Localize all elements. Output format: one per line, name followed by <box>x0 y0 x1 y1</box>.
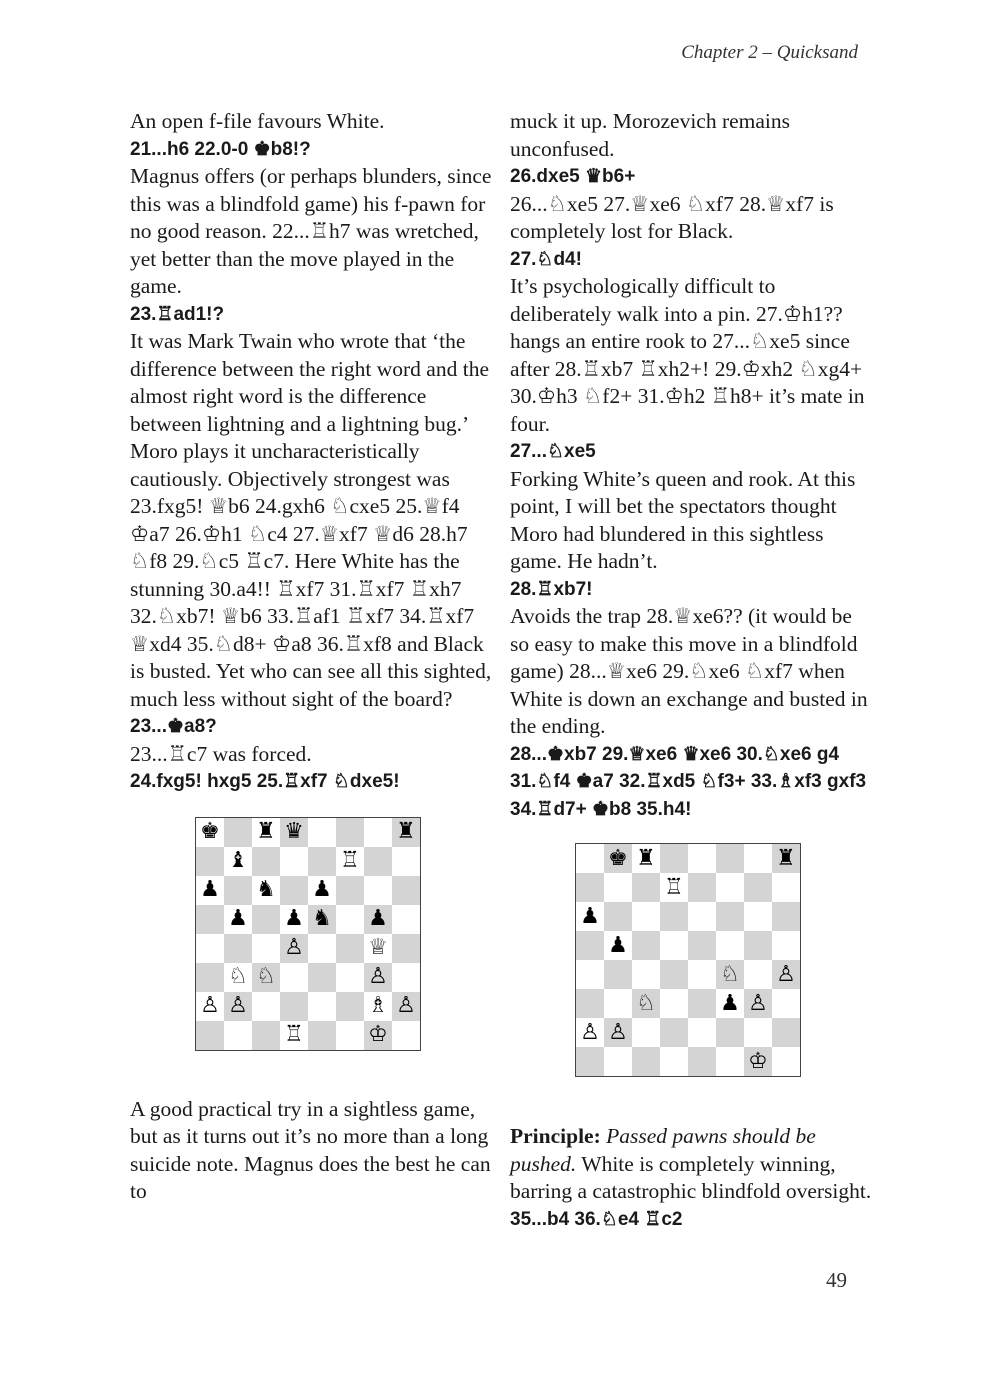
board-square <box>660 1018 688 1047</box>
board-square <box>392 876 420 905</box>
board-square <box>744 844 772 873</box>
board-square <box>716 873 744 902</box>
text-paragraph: A good practical try in a sightless game, but as it turns out it’s no more than a long suicide note. Magnus does the best he can to <box>130 1096 491 1203</box>
board-square <box>604 960 632 989</box>
board-square <box>252 905 280 934</box>
chess-piece: ♙ <box>280 934 308 963</box>
board-square <box>744 902 772 931</box>
board-square <box>392 905 420 934</box>
chess-piece: ♘ <box>632 989 660 1018</box>
principle-label: Principle: <box>510 1124 607 1148</box>
chess-piece: ♔ <box>364 1021 392 1050</box>
chess-piece: ♟ <box>228 906 248 932</box>
board-square <box>224 818 252 847</box>
chess-piece: ♙ <box>604 1018 632 1047</box>
board-square <box>576 989 604 1018</box>
board-square <box>392 963 420 992</box>
board-square <box>744 960 772 989</box>
board-square <box>660 931 688 960</box>
chess-piece: ♜ <box>256 819 276 845</box>
board-square <box>336 905 364 934</box>
move-line: 23.♖ad1!? <box>130 303 225 325</box>
right-column <box>510 108 872 1233</box>
chess-piece: ♔ <box>744 1047 772 1076</box>
text-paragraph: Avoids the trap 28.♕xe6?? (it would be so easy to make this move in a blindfold game) 28...♕xe6 29.♘xe6 ♘xf7 when White is down an exchange and busted in the ending. <box>510 604 868 738</box>
board-square <box>392 847 420 876</box>
chess-piece: ♝ <box>228 848 248 874</box>
board-square <box>196 1021 224 1050</box>
chess-diagram <box>130 796 492 1096</box>
board-square <box>688 931 716 960</box>
board-square <box>308 992 336 1021</box>
board-square <box>604 1047 632 1076</box>
chess-piece: ♟ <box>312 877 332 903</box>
board-square <box>632 902 660 931</box>
text-paragraph: 23...♖c7 was forced. <box>130 741 312 766</box>
chess-piece: ♖ <box>340 848 360 874</box>
chess-piece: ♙ <box>392 992 420 1021</box>
board-square <box>660 844 688 873</box>
board-square <box>252 847 280 876</box>
board-square <box>280 992 308 1021</box>
board-square <box>688 1047 716 1076</box>
board-square <box>604 873 632 902</box>
board-square <box>772 989 800 1018</box>
chess-piece: ♘ <box>716 960 744 989</box>
board-square <box>576 873 604 902</box>
chess-piece: ♗ <box>368 993 388 1019</box>
board-square <box>744 873 772 902</box>
chess-piece: ♙ <box>364 963 392 992</box>
board-square <box>280 876 308 905</box>
principle-italic: Passed pawns should be pushed. <box>510 1124 816 1176</box>
board-square <box>280 847 308 876</box>
chess-piece: ♞ <box>308 905 336 934</box>
board-square <box>336 876 364 905</box>
chess-piece: ♞ <box>256 877 276 903</box>
board-square <box>688 873 716 902</box>
board-square <box>576 960 604 989</box>
page-number: 49 <box>826 1268 847 1292</box>
board-square <box>660 989 688 1018</box>
text-paragraph: It’s psychologically difficult to deliberately walk into a pin. 27.♔h1?? hangs an entire rook to 27...♘xe5 since after 28.♖xb7 ♖xh2+! 29.♔xh2 ♘xg4+ 30.♔h3 ♘f2+ 31.♔h2 ♖h8+ it’s mate in four. <box>510 274 865 436</box>
move-line: 27.♘d4! <box>510 248 582 270</box>
board-square <box>280 963 308 992</box>
text-paragraph: muck it up. Morozevich remains unconfused. <box>510 109 791 161</box>
chess-piece: ♜ <box>392 818 420 847</box>
board-square <box>336 1021 364 1050</box>
move-line: 23...♚a8? <box>130 716 217 737</box>
board-square <box>336 818 364 847</box>
move-line: 21...h6 22.0-0 ♚b8!? <box>130 138 311 160</box>
chessboard <box>195 817 421 1051</box>
board-square <box>336 963 364 992</box>
board-square <box>688 960 716 989</box>
chess-piece: ♙ <box>200 993 220 1019</box>
board-square <box>716 844 744 873</box>
chess-piece: ♟ <box>200 877 220 903</box>
principle-paragraph <box>510 1123 872 1206</box>
left-column <box>130 108 492 1206</box>
chess-piece: ♖ <box>284 1022 304 1048</box>
board-square <box>364 847 392 876</box>
board-square <box>688 902 716 931</box>
chess-piece: ♘ <box>228 964 248 990</box>
board-square <box>660 1047 688 1076</box>
board-square <box>772 1047 800 1076</box>
board-square <box>308 818 336 847</box>
board-square <box>364 876 392 905</box>
board-square <box>196 963 224 992</box>
chess-diagram <box>510 823 872 1123</box>
board-square <box>576 844 604 873</box>
board-square <box>744 1018 772 1047</box>
move-line: 28...♚xb7 29.♕xe6 ♛xe6 30.♘xe6 g4 31.♘f4 ♚a7 32.♖xd5 ♘f3+ 33.♗xf3 gxf3 34.♖d7+ ♚b8 35.h4! <box>510 743 867 820</box>
board-square <box>196 905 224 934</box>
chess-piece: ♜ <box>772 844 800 873</box>
board-square <box>632 931 660 960</box>
board-square <box>308 963 336 992</box>
board-square <box>576 1047 604 1076</box>
board-square <box>632 1018 660 1047</box>
board-square <box>224 876 252 905</box>
board-square <box>252 1021 280 1050</box>
board-square <box>688 1018 716 1047</box>
chess-piece: ♟ <box>720 990 740 1016</box>
board-square <box>688 844 716 873</box>
principle-text: White is completely winning, barring a catastrophic blindfold oversight. <box>510 1151 872 1203</box>
text-paragraph: An open f-file favours White. <box>130 109 385 133</box>
board-square <box>716 902 744 931</box>
board-square <box>660 960 688 989</box>
board-square <box>744 931 772 960</box>
chess-piece: ♘ <box>252 963 280 992</box>
board-square <box>196 934 224 963</box>
board-square <box>224 1021 252 1050</box>
board-square <box>772 902 800 931</box>
board-square <box>716 1047 744 1076</box>
board-square <box>252 992 280 1021</box>
chapter-header: Chapter 2 – Quicksand <box>681 42 858 63</box>
chess-piece: ♟ <box>284 906 304 932</box>
move-line: 28.♖xb7! <box>510 578 593 600</box>
board-square <box>576 931 604 960</box>
board-square <box>196 847 224 876</box>
board-square <box>632 960 660 989</box>
chess-piece: ♟ <box>580 903 600 929</box>
chess-piece: ♜ <box>636 845 656 871</box>
board-square <box>308 1021 336 1050</box>
chess-piece: ♚ <box>200 819 220 845</box>
chess-piece: ♙ <box>224 992 252 1021</box>
board-square <box>224 934 252 963</box>
board-square <box>772 931 800 960</box>
chess-piece: ♙ <box>744 989 772 1018</box>
board-square <box>632 873 660 902</box>
board-square <box>364 818 392 847</box>
move-line: 26.dxe5 ♛b6+ <box>510 166 636 187</box>
text-paragraph: Forking White’s queen and rook. At this point, I will bet the spectators thought Moro had blundered in this sightless game. He hadn’t. <box>510 466 856 573</box>
chess-piece: ♚ <box>604 844 632 873</box>
board-square <box>308 847 336 876</box>
board-square <box>632 1047 660 1076</box>
move-line: 27...♘xe5 <box>510 441 596 462</box>
board-square <box>392 1021 420 1050</box>
board-square <box>308 934 336 963</box>
chessboard <box>575 843 801 1077</box>
board-square <box>716 931 744 960</box>
board-square <box>604 902 632 931</box>
board-square <box>716 1018 744 1047</box>
board-square <box>688 989 716 1018</box>
chess-piece: ♙ <box>580 1019 600 1045</box>
chess-piece: ♙ <box>772 960 800 989</box>
text-paragraph: Magnus offers (or perhaps blunders, since this was a blindfold game) his f-pawn for no good reason. 22...♖h7 was wretched, yet better than the move played in the game. <box>130 164 492 298</box>
text-paragraph: 26...♘xe5 27.♕xe6 ♘xf7 28.♕xf7 is completely lost for Black. <box>510 191 834 243</box>
chess-piece: ♖ <box>664 874 684 900</box>
chess-piece: ♟ <box>608 932 628 958</box>
move-line: 35...b4 36.♘e4 ♖c2 <box>510 1208 683 1230</box>
board-square <box>336 992 364 1021</box>
board-square <box>772 1018 800 1047</box>
board-square <box>660 902 688 931</box>
board-square <box>336 934 364 963</box>
move-line: 24.fxg5! hxg5 25.♖xf7 ♘dxe5! <box>130 771 400 792</box>
chess-piece: ♕ <box>368 935 388 961</box>
board-square <box>772 873 800 902</box>
board-square <box>252 934 280 963</box>
chess-piece: ♛ <box>280 818 308 847</box>
board-square <box>392 934 420 963</box>
chess-piece: ♟ <box>364 905 392 934</box>
text-paragraph: It was Mark Twain who wrote that ‘the difference between the right word and the almost right word is the difference between lightning and a lightning bug.’ Moro plays it uncharacteristically cautiously. Objectively strongest was 23.fxg5! ♕b6 24.gxh6 ♘cxe5 25.♕f4 ♔a7 26.♔h1 ♘c4 27.♕xf7 ♕d6 28.h7 ♘f8 29.♘c5 ♖c7. Here White has the stunning 30.a4!! ♖xf7 31.♖xf7 ♖xh7 32.♘xb7! ♕b6 33.♖af1 ♖xf7 34.♖xf7 ♕xd4 35.♘d8+ ♔a8 36.♖xf8 and Black is busted. Yet who can see all this sighted, much less without sight of the board? <box>130 329 492 711</box>
board-square <box>604 989 632 1018</box>
